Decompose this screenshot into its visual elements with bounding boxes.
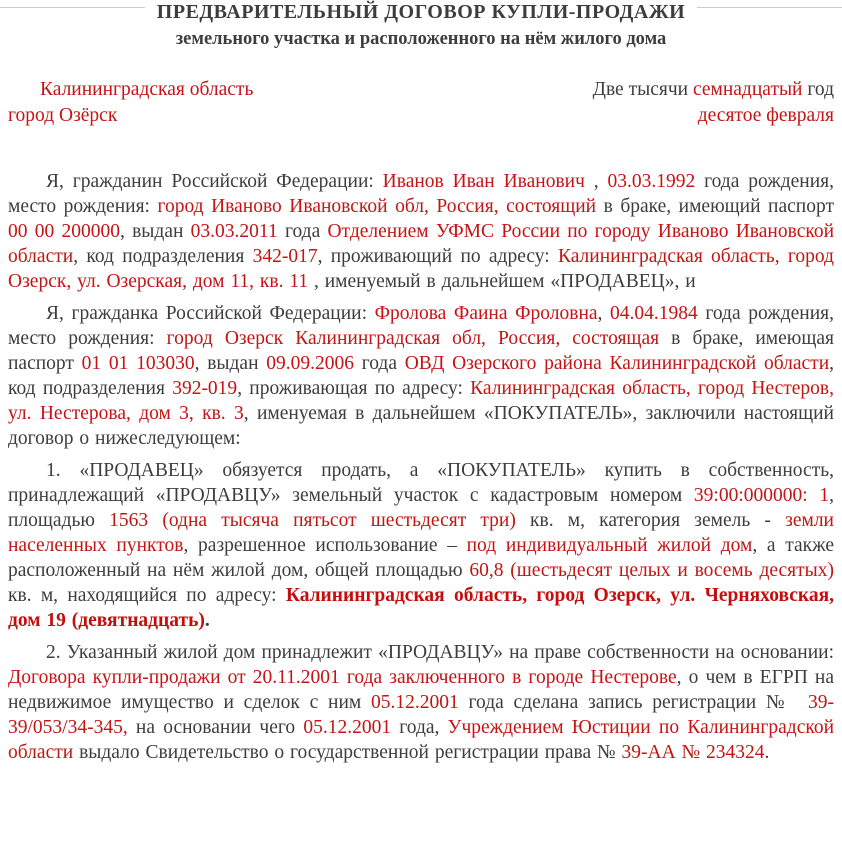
- text-segment: , проживающий по адресу:: [317, 246, 558, 267]
- text-segment: в браке, имеющая паспорт: [8, 328, 834, 374]
- text-segment: 2. Указанный жилой дом принадлежит «ПРОДАВЦУ» на праве собственности на основании:: [46, 642, 834, 663]
- text-segment: года рождения, место рождения:: [8, 171, 834, 217]
- text-segment: Учреждением Юстиции по Калининградской области: [8, 717, 835, 763]
- text-segment: 60,8 (шестьдесят целых и восемь десятых): [469, 560, 834, 581]
- paragraph-party-buyer: [8, 301, 834, 451]
- text-segment: года: [277, 221, 328, 242]
- text-segment: десятое февраля: [697, 105, 834, 126]
- paragraph-clause-1: [8, 458, 834, 633]
- text-segment: 39-АА № 234324: [621, 742, 765, 763]
- place-city: город Озёрск: [8, 105, 118, 126]
- text-segment: года,: [391, 717, 448, 738]
- text-segment: выдало Свидетельство о государственной регистрации права №: [73, 742, 622, 763]
- text-segment: Две тысячи: [592, 79, 693, 100]
- date-year-line: [593, 77, 834, 103]
- paragraph-clause-2: [8, 640, 834, 765]
- text-segment: Калининградская область, город Нестеров, ул. Нестерова, дом 3, кв. 3: [8, 378, 835, 424]
- text-segment: 03.03.1992: [607, 171, 696, 192]
- text-segment: 03.03.2011: [190, 221, 278, 242]
- place-and-date-row: [8, 77, 834, 129]
- text-segment: года рождения, место рождения:: [8, 303, 834, 349]
- text-segment: , проживающая по адресу:: [237, 378, 471, 399]
- text-segment: , о чем в ЕГРП на недвижимое имущество и сделок с ним: [8, 667, 834, 713]
- text-segment: 09.09.2006: [266, 353, 354, 374]
- text-segment: 01 01 103030: [81, 353, 195, 374]
- text-segment: ОВД Озерского района Калининградской области: [404, 353, 830, 374]
- text-segment: 1. «ПРОДАВЕЦ» обязуется продать, а «ПОКУПАТЕЛЬ» купить в собственность, принадлежащий «ПРОДАВЦУ» земельный участок с кадастровым номером: [8, 460, 834, 506]
- date-day-line: [593, 103, 834, 129]
- text-segment: город Озерск Калининградская обл, Россия, состоящая: [166, 328, 660, 349]
- place-region: Калининградская область: [40, 79, 254, 100]
- text-segment: , разрешенное использование –: [183, 535, 467, 556]
- text-segment: Отделением УФМС России по городу Иваново Ивановской области: [8, 221, 835, 267]
- text-segment: , выдан: [119, 221, 191, 242]
- text-segment: , именуемая в дальнейшем «ПОКУПАТЕЛЬ», заключили настоящий договор о нижеследующем:: [8, 403, 834, 449]
- text-segment: 05.12.2001: [303, 717, 392, 738]
- text-segment: .: [764, 742, 770, 763]
- text-segment: ,: [597, 303, 610, 324]
- text-segment: семнадцатый: [692, 79, 803, 100]
- text-segment: ,: [584, 171, 608, 192]
- text-segment: 1563 (одна тысяча пятьсот шестьдесят три): [109, 510, 516, 531]
- document-subtitle: земельного участка и расположенного на нём жилого дома: [175, 29, 667, 49]
- document-title: ПРЕДВАРИТЕЛЬНЫЙ ДОГОВОР КУПЛИ-ПРОДАЖИ: [145, 0, 697, 24]
- text-segment: , площадью: [8, 485, 834, 531]
- text-segment: , выдан: [194, 353, 267, 374]
- text-segment: 00 00 200000: [8, 221, 120, 242]
- text-segment: земли населенных пунктов: [8, 510, 834, 556]
- text-segment: 392-019: [172, 378, 238, 399]
- text-segment: 39:00:000000: 1: [693, 485, 830, 506]
- text-segment: года: [354, 353, 405, 374]
- text-segment: кв. м, находящийся по адресу:: [8, 585, 286, 606]
- text-segment: Я, гражданка Российской Федерации:: [46, 303, 375, 324]
- text-segment: , код подразделения: [8, 353, 835, 399]
- text-segment: год: [802, 79, 834, 100]
- text-segment: в браке, имеющий паспорт: [596, 196, 834, 217]
- text-segment: Иванов Иван Иванович: [382, 171, 585, 192]
- text-segment: на основании чего: [127, 717, 304, 738]
- text-segment: под индивидуальный жилой дом: [466, 535, 753, 556]
- paragraph-party-seller: [8, 169, 834, 294]
- text-segment: , а также расположенный на нём жилой дом, общей площадью: [8, 535, 835, 581]
- text-segment: Договора купли-продажи от 20.11.2001 года заключенного в городе Нестерове: [8, 667, 677, 688]
- text-segment: , именуемый в дальнейшем «ПРОДАВЕЦ», и: [308, 271, 696, 292]
- text-segment: Я, гражданин Российской Федерации:: [46, 171, 383, 192]
- document-header: [8, 0, 834, 51]
- text-segment: Фролова Фаина Фроловна: [374, 303, 598, 324]
- text-segment: .: [204, 610, 210, 631]
- text-segment: 342-017: [252, 246, 318, 267]
- text-segment: 05.12.2001: [371, 692, 459, 713]
- text-segment: Калининградская область, город Озерск, ул. Озерская, дом 11, кв. 11: [8, 246, 834, 292]
- text-segment: город Иваново Ивановской обл, Россия, состоящий: [157, 196, 597, 217]
- place-block: [8, 77, 253, 129]
- text-segment: 04.04.1984: [610, 303, 698, 324]
- date-block: [593, 77, 834, 129]
- text-segment: , код подразделения: [73, 246, 253, 267]
- text-segment: 39-39/053/34-345,: [8, 692, 834, 738]
- text-segment: года сделана запись регистрации №: [458, 692, 808, 713]
- text-segment: Калининградская область, город Озерск, ул. Черняховская, дом 19 (девятнадцать): [8, 585, 834, 631]
- text-segment: кв. м, категория земель -: [515, 510, 786, 531]
